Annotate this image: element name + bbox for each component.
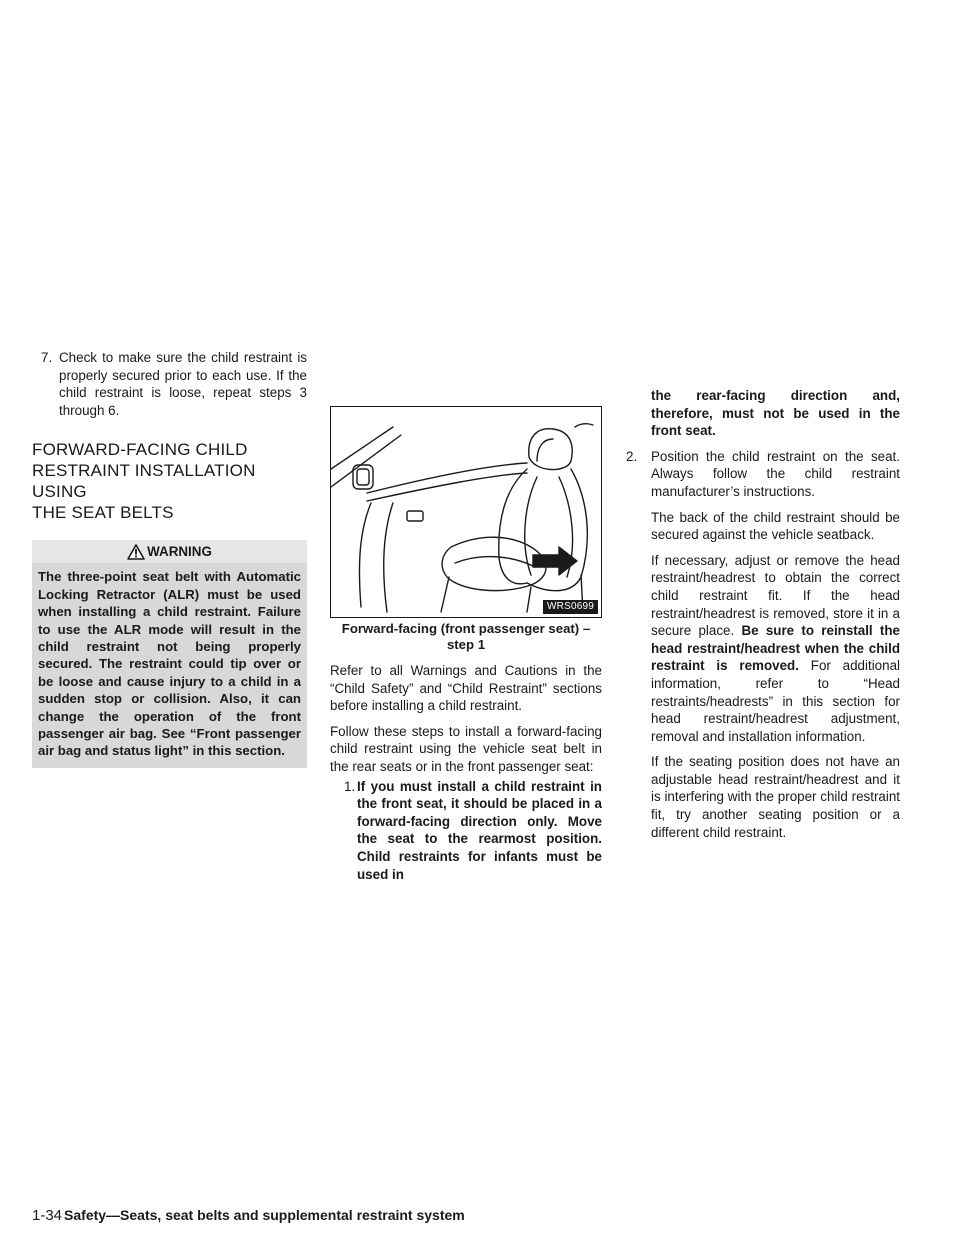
caption-line-2: step 1 [446, 637, 486, 652]
follow-steps-paragraph: Follow these steps to install a forward-facing child restraint using the vehicle seat belt in the rear seats or in the front passenger seat: [330, 723, 602, 774]
section-heading [32, 439, 307, 523]
refer-paragraph: Refer to all Warnings and Cautions in the “Child Safety” and “Child Restraint” sections before installing a child restraint. [330, 663, 602, 714]
head-restraint-text-bold: Be sure to reinstall the head restraint/headrest when the child restraint is removed. [651, 623, 900, 674]
step-2-number: 2. [626, 448, 638, 464]
seat-illustration [330, 406, 602, 618]
step-1-text-content: If you must install a child restraint in the front seat, it should be placed in a forward-facing direction only. Move the seat to the rearmost position. Child restraints for infants must be used in [357, 778, 602, 882]
warning-title: WARNING [147, 544, 212, 560]
passenger-seat-drawing [331, 407, 601, 617]
step-1-number: 1. [344, 778, 356, 794]
step-1-text [357, 778, 602, 884]
head-restraint-text-b: For additional information, refer to “Head restraints/headrests” in this section for head restraint/headrest adjustment, removal and installation information. [651, 658, 900, 744]
step-7-number: 7. [41, 350, 53, 365]
step-1-continued: the rear-facing direction and, therefore, must not be used in the front seat. [651, 388, 900, 439]
head-restraint-text-a: If necessary, adjust or remove the head restraint/headrest to obtain the correct child restraint fit. If the head restraint/headrest is removed, store it in a secure place. [651, 552, 900, 639]
step-2 [624, 448, 900, 501]
left-column [32, 349, 307, 768]
step-2-text: Position the child restraint on the seat. Always follow the child restraint manufacturer’s instructions. [651, 448, 900, 499]
step-7 [32, 349, 307, 419]
warning-header [32, 540, 307, 563]
seating-position-paragraph: If the seating position does not have an adjustable head restraint/headrest and it is interfering with the proper child restraint fit, try another seating position or a different child restraint. [651, 754, 900, 840]
step-7-text: Check to make sure the child restraint is properly secured prior to each use. If the child restraint is loose, repeat steps 3 through 6. [59, 350, 307, 418]
figure-caption [330, 621, 602, 653]
seatback-paragraph: The back of the child restraint should be secured against the vehicle seatback. [651, 509, 900, 543]
right-column [624, 387, 900, 841]
step-1 [330, 778, 602, 884]
heading-line-2: RESTRAINT INSTALLATION USING [32, 461, 256, 502]
page-footer [32, 1207, 465, 1224]
warning-icon [127, 544, 145, 560]
heading-line-3: THE SEAT BELTS [32, 503, 174, 523]
caption-line-1: Forward-facing (front passenger seat) – [341, 621, 591, 636]
section-title: Safety—Seats, seat belts and supplemental restraint system [64, 1207, 465, 1223]
head-restraint-paragraph [624, 552, 900, 746]
middle-column [330, 406, 602, 883]
warning-text: The three-point seat belt with Automatic Locking Retractor (ALR) must be used when installing a child restraint. Failure to use the ALR mode will result in the child restraint not being properly secured. The restraint could tip over or be loose and cause injury to a child in a sudden stop or collision. Also, it can change the operation of the front passenger air bag. See “Front passenger air bag and status light” in this section. [38, 569, 301, 759]
heading-line-1: FORWARD-FACING CHILD [32, 440, 248, 460]
warning-box [32, 540, 307, 767]
page-number: 1-34 [32, 1207, 63, 1224]
figure-code: WRS0699 [543, 600, 598, 614]
